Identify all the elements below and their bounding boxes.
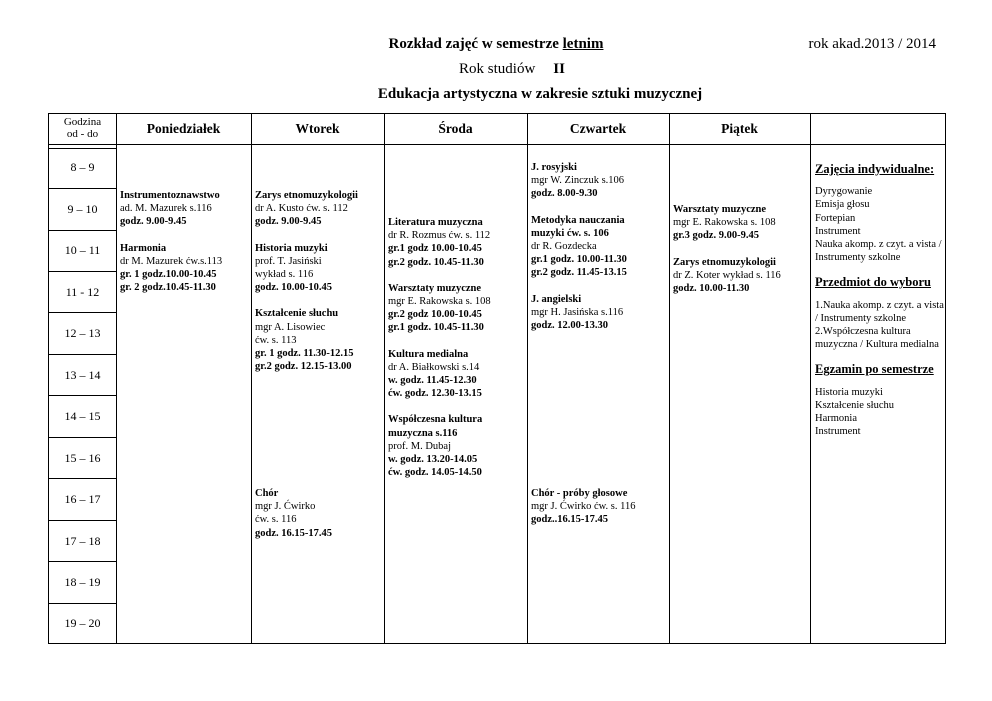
- class-entry: [255, 307, 382, 373]
- program-title: Edukacja artystyczna w zakresie sztuki muzycznej: [377, 86, 703, 102]
- notes-item: Historia muzyki: [815, 386, 883, 398]
- class-detail: ćw. godz. 14.05-14.50: [388, 467, 482, 479]
- class-detail: dr A. Białkowski s.14: [388, 361, 480, 373]
- hour-label: 19 – 20: [64, 616, 101, 630]
- col-divider: [116, 114, 117, 643]
- class-detail: w. godz. 13.20-14.05: [388, 454, 478, 466]
- notes-item: Harmonia: [815, 413, 857, 425]
- class-detail: wykład s. 116: [255, 269, 314, 281]
- class-title: Literatura muzyczna: [388, 217, 483, 228]
- class-entry: [531, 161, 667, 201]
- class-detail: gr.1 godz. 10.45-11.30: [388, 322, 484, 334]
- col-divider: [251, 114, 252, 643]
- class-detail: gr.2 godz. 12.15-13.00: [255, 361, 352, 373]
- row-divider: [49, 354, 116, 355]
- notes-item: Kształcenie słuchu: [815, 399, 895, 411]
- hour-label: 10 – 11: [64, 243, 101, 257]
- class-detail: gr.3 godz. 9.00-9.45: [673, 230, 759, 242]
- row-divider: [49, 561, 116, 562]
- hour-label: 9 – 10: [67, 202, 98, 216]
- notes-section: [815, 363, 945, 438]
- class-entry: [531, 293, 667, 333]
- class-detail: gr.2 godz. 10.45-11.30: [388, 256, 484, 268]
- day-header-friday: Piątek: [721, 121, 758, 136]
- class-detail: godz. 8.00-9.30: [531, 188, 598, 200]
- class-detail: gr. 1 godz. 11.30-12.15: [255, 348, 354, 360]
- header-divider: [49, 148, 116, 149]
- notes-heading: Przedmiot do wyboru: [815, 275, 931, 290]
- col-divider: [384, 114, 385, 643]
- day-header-monday: Poniedziałek: [146, 121, 221, 136]
- class-entry: [388, 216, 525, 269]
- row-divider: [49, 437, 116, 438]
- class-detail: mgr E. Rakowska s. 108: [673, 217, 776, 229]
- class-detail: muzyki ćw. s. 106: [531, 227, 609, 239]
- row-divider: [49, 395, 116, 396]
- col-divider: [527, 114, 528, 643]
- thursday-classes: [531, 161, 667, 345]
- class-title: J. rosyjski: [531, 162, 577, 173]
- day-header-wednesday: Środa: [438, 121, 473, 136]
- class-title: Warsztaty muzyczne: [673, 204, 767, 215]
- class-detail: mgr W. Zinczuk s.106: [531, 175, 625, 187]
- class-title: J. angielski: [531, 293, 582, 305]
- hour-label: 12 – 13: [64, 326, 101, 340]
- class-title: Chór - próby głosowe: [531, 488, 628, 499]
- class-detail: dr R. Rozmus ćw. s. 112: [388, 230, 491, 242]
- notes-item: Nauka akomp. z czyt. a vista / Instrumenty szkolne: [815, 239, 942, 264]
- class-detail: mgr J. Ćwirko: [255, 501, 316, 513]
- notes-item: Fortepian: [815, 212, 856, 224]
- notes-item: Instrument: [815, 225, 861, 237]
- class-detail: gr. 2 godz.10.45-11.30: [120, 282, 216, 294]
- class-detail: muzyczna s.116: [388, 427, 458, 439]
- class-title: Kształcenie słuchu: [255, 308, 339, 320]
- class-detail: ćw. s. 116: [255, 514, 297, 526]
- notes-item: Instrument: [815, 426, 861, 438]
- notes-heading: Egzamin po semestrze: [815, 362, 934, 377]
- year-label: Rok studiów: [459, 61, 536, 77]
- class-title: Harmonia: [120, 242, 167, 254]
- class-detail: dr M. Mazurek ćw.s.113: [120, 255, 223, 267]
- class-detail: gr.2 godz 10.00-10.45: [388, 309, 482, 321]
- class-entry: [531, 487, 667, 527]
- hour-label: 16 – 17: [64, 492, 101, 506]
- class-entry: [255, 189, 382, 229]
- time-header: [49, 116, 116, 140]
- row-divider: [49, 520, 116, 521]
- year-of-study: [0, 61, 992, 78]
- title-prefix: Rozkład zajęć w semestrze: [388, 36, 559, 52]
- notes-item: Emisja głosu: [815, 199, 870, 211]
- class-detail: prof. T. Jasiński: [255, 255, 322, 267]
- row-divider: [49, 230, 116, 231]
- notes-item: Dyrygowanie: [815, 186, 873, 198]
- year-value: II: [553, 61, 565, 77]
- semester-label: letnim: [562, 36, 604, 52]
- header-divider: [49, 144, 945, 145]
- class-entry: [120, 189, 248, 229]
- day-header-thursday: Czwartek: [569, 121, 627, 136]
- class-detail: prof. M. Dubaj: [388, 440, 451, 452]
- row-divider: [49, 603, 116, 604]
- class-detail: godz. 9.00-9.45: [255, 216, 322, 228]
- class-detail: ćw. s. 113: [255, 334, 297, 346]
- class-entry: [673, 203, 808, 243]
- notes-item: 2.Współczesna kultura muzyczna / Kultura medialna: [815, 326, 939, 351]
- class-title: Instrumentoznawstwo: [120, 190, 220, 201]
- class-detail: gr. 1 godz.10.00-10.45: [120, 269, 217, 281]
- class-entry: [531, 214, 667, 280]
- hour-label: 18 – 19: [64, 575, 101, 589]
- monday-classes: [120, 189, 248, 307]
- notes-item: 1.Nauka akomp. z czyt. a vista / Instrumenty szkolne: [815, 299, 944, 324]
- col-divider: [669, 114, 670, 643]
- class-title: Metodyka nauczania: [531, 214, 625, 226]
- class-title: Zarys etnomuzykologii: [255, 190, 358, 201]
- class-entry: [255, 242, 382, 295]
- class-title: Współczesna kultura: [388, 414, 483, 426]
- time-header-range: od - do: [66, 128, 99, 140]
- row-divider: [49, 478, 116, 479]
- class-title: Zarys etnomuzykologii: [673, 256, 776, 268]
- wednesday-classes: [388, 216, 525, 492]
- thursday-evening-classes: [531, 487, 667, 540]
- class-detail: godz. 16.15-17.45: [255, 527, 332, 539]
- hour-label: 11 - 12: [65, 285, 100, 299]
- class-detail: gr.1 godz. 10.00-11.30: [531, 254, 627, 266]
- class-entry: [673, 256, 808, 296]
- hour-label: 8 – 9: [70, 160, 95, 174]
- hour-label: 17 – 18: [64, 534, 101, 548]
- notes-heading: Zajęcia indywidualne:: [815, 162, 935, 176]
- notes-section: [815, 276, 945, 351]
- class-detail: dr R. Gozdecka: [531, 241, 597, 253]
- row-divider: [49, 271, 116, 272]
- class-detail: gr.1 godz 10.00-10.45: [388, 243, 482, 255]
- col-divider: [810, 114, 811, 643]
- class-detail: mgr E. Rakowska s. 108: [388, 296, 491, 308]
- academic-year: rok akad.2013 / 2014: [808, 36, 936, 52]
- class-entry: [255, 487, 382, 540]
- class-title: Kultura medialna: [388, 348, 469, 360]
- class-detail: godz. 9.00-9.45: [120, 216, 187, 228]
- class-entry: [388, 282, 525, 335]
- class-title: Historia muzyki: [255, 242, 328, 254]
- hour-label: 14 – 15: [64, 409, 101, 423]
- class-detail: godz..16.15-17.45: [531, 514, 608, 526]
- class-title: Warsztaty muzyczne: [388, 282, 482, 294]
- hour-label: 13 – 14: [64, 368, 101, 382]
- class-entry: [388, 413, 525, 479]
- notes-section: [815, 163, 945, 264]
- day-header-tuesday: Wtorek: [295, 121, 340, 136]
- hour-label: 15 – 16: [64, 451, 101, 465]
- class-detail: ad. M. Mazurek s.116: [120, 203, 212, 215]
- class-detail: mgr A. Lisowiec: [255, 321, 326, 333]
- class-title: Chór: [255, 488, 279, 499]
- tuesday-evening-classes: [255, 487, 382, 553]
- class-detail: mgr H. Jasińska s.116: [531, 306, 624, 318]
- tuesday-classes: [255, 189, 382, 386]
- class-detail: dr Z. Koter wykład s. 116: [673, 269, 781, 281]
- class-entry: [120, 242, 248, 295]
- class-detail: godz. 10.00-11.30: [673, 283, 750, 295]
- class-detail: gr.2 godz. 11.45-13.15: [531, 267, 627, 279]
- timetable: [48, 113, 946, 644]
- class-detail: mgr J. Ćwirko ćw. s. 116: [531, 501, 636, 513]
- class-detail: dr A. Kusto ćw. s. 112: [255, 203, 348, 215]
- class-entry: [388, 348, 525, 401]
- class-detail: w. godz. 11.45-12.30: [388, 375, 477, 387]
- class-detail: godz. 10.00-10.45: [255, 282, 332, 294]
- friday-classes: [673, 203, 808, 308]
- class-detail: godz. 12.00-13.30: [531, 320, 608, 332]
- class-detail: ćw. godz. 12.30-13.15: [388, 388, 482, 400]
- row-divider: [49, 188, 116, 189]
- row-divider: [49, 312, 116, 313]
- notes-panel: [815, 163, 945, 450]
- time-header-label: Godzina: [63, 116, 102, 128]
